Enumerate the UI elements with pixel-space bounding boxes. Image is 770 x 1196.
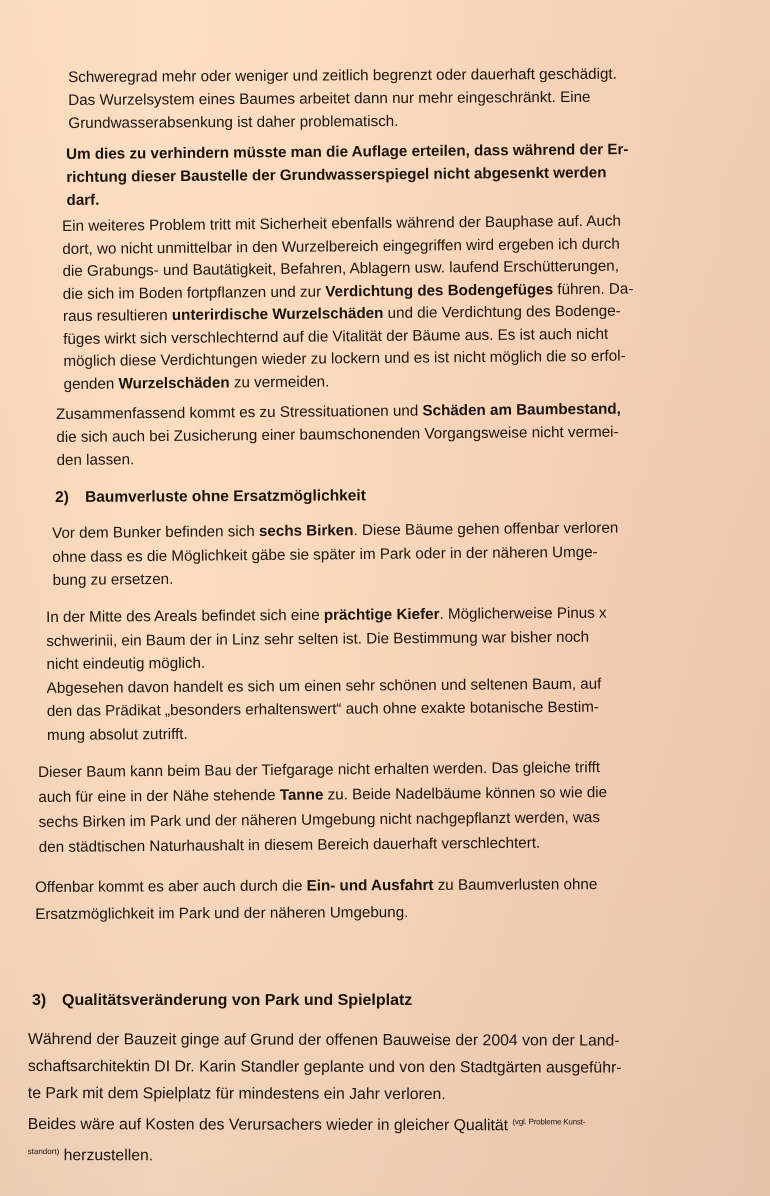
paragraph-six-birches	[52, 517, 619, 593]
text-run: die sich im Boden fortpflanzen und zur	[62, 282, 326, 303]
paragraph-construction-vibrations	[62, 211, 634, 396]
text-line: Das Wurzelsystem eines Baumes arbeitet dann nur mehr eingeschränkt. Eine	[68, 88, 591, 109]
text-line: richtung dieser Baustelle der Grundwasserspiegel nicht abgesenkt werden	[66, 164, 607, 186]
text-line: darf.	[66, 191, 100, 209]
section-title: Qualitätsveränderung von Park und Spielplatz	[62, 992, 413, 1009]
text-line: die Grabungs- und Bautätigkeit, Befahren, Ablagern usw. laufend Erschütterungen,	[62, 257, 619, 280]
text-line: möglich diese Verdichtungen wieder zu lockern und es ist nicht möglich die so erfol-	[63, 347, 626, 370]
text-line: Grundwasserabsenkung ist daher problematisch.	[68, 112, 399, 132]
paragraph-park-loss	[28, 1026, 622, 1171]
text-line: Dieser Baum kann beim Bau der Tiefgarage nicht erhalten werden. Das gleiche trifft	[38, 759, 601, 781]
text-line	[28, 1138, 622, 1171]
text-line: Während der Bauzeit ginge auf Grund der offenen Bauweise der 2004 von der Land-	[27, 1031, 620, 1050]
emphasis-text: Wurzelschäden	[118, 373, 230, 392]
footnote-reference: standort)	[27, 1146, 60, 1157]
text-line: Ersatzmöglichkeit im Park und der näheren Umgebung.	[35, 904, 409, 923]
text-line: Ein weiteres Problem tritt mit Sicherheit ebenfalls während der Bauphase auf. Auch	[62, 212, 622, 235]
section-number: 2)	[55, 488, 69, 506]
text-run: zu vermeiden.	[229, 372, 330, 391]
section-title: Baumverluste ohne Ersatzmöglichkeit	[85, 487, 366, 506]
text-line: den das Prädikat „besonders erhaltenswert“ auch ohne exakte botanische Bestim-	[46, 698, 600, 720]
text-run: herzustellen.	[59, 1147, 154, 1165]
text-line: te Park mit dem Spielplatz für mindestens ein Jahr verloren.	[27, 1084, 446, 1104]
paragraph-summary	[56, 398, 621, 472]
text-run: Offenbar kommt es aber auch durch die	[35, 877, 307, 896]
section-heading-park-quality	[32, 989, 412, 1012]
text-run: und die Verdichtung des Bodenge-	[383, 302, 621, 322]
text-line: nicht eindeutig möglich.	[46, 654, 206, 673]
text-run: Zusammenfassend kommt es zu Stressituationen und	[56, 402, 423, 423]
text-line: schwerinii, ein Baum der in Linz sehr selten ist. Die Bestimmung war bisher noch	[46, 628, 590, 650]
text-run: . Diese Bäume gehen offenbar verloren	[353, 519, 619, 540]
text-run: genden	[63, 374, 119, 393]
text-line: Schweregrad mehr oder weniger und zeitlich begrenzt oder dauerhaft geschädigt.	[68, 65, 617, 86]
text-run: In der Mitte des Areals befindet sich eine	[46, 606, 324, 626]
text-line: ohne dass es die Möglichkeit gäbe sie später im Park oder in der näheren Umge-	[52, 543, 598, 566]
text-run: führen. Da-	[553, 280, 634, 298]
emphasis-text: sechs Birken	[258, 522, 354, 541]
section-heading-tree-losses	[55, 484, 366, 509]
section-number: 3)	[32, 992, 47, 1009]
text-run: Vor dem Bunker befinden sich	[52, 523, 260, 542]
text-line: dort, wo nicht unmittelbar in den Wurzelbereich eingegriffen wird ergeben ich durch	[62, 235, 620, 258]
text-line	[35, 871, 597, 901]
paragraph-fir-tree	[38, 755, 608, 860]
text-line: den lassen.	[56, 451, 135, 469]
text-line	[64, 368, 635, 396]
emphasis-text: Ein- und Ausfahrt	[306, 876, 434, 895]
text-run: auch für eine in der Nähe stehende	[38, 786, 280, 806]
emphasis-text: Verdichtung des Bodengefüges	[325, 280, 554, 300]
emphasis-text: Schäden am Baumbestand,	[422, 400, 621, 420]
paragraph-groundwater-requirement	[66, 138, 629, 212]
paragraph-entrance-exit	[35, 871, 597, 928]
text-line: Um dies zu verhindern müsste man die Auflage erteilen, dass während der Er-	[66, 141, 629, 163]
text-line: schaftsarchitektin DI Dr. Karin Standler geplante und von den Stadtgärten ausgeführ-	[27, 1057, 622, 1077]
text-line: die sich auch bei Zusicherung einer baumschonenden Vorgangsweise nicht vermei-	[56, 423, 619, 446]
text-run: Beides wäre auf Kosten des Verursachers wieder in gleicher Qualität	[27, 1115, 513, 1135]
emphasis-text: prächtige Kiefer	[323, 605, 440, 624]
text-line: den städtischen Naturhaushalt in diesem Bereich dauerhaft verschlechtert.	[38, 834, 541, 856]
text-line: füges wirkt sich verschlechternd auf die Vitalität der Bäume aus. Es ist auch nicht	[63, 325, 609, 348]
text-line: sechs Birken im Park und der näheren Umgebung nicht nachgepflanzt werden, was	[38, 809, 601, 831]
paragraph-pine-tree	[46, 602, 608, 747]
text-line: mung absolut zutrifft.	[46, 725, 188, 744]
emphasis-text: unterirdische Wurzelschäden	[171, 304, 384, 324]
text-line	[28, 1107, 622, 1140]
text-run: . Möglicherweise Pinus x	[439, 604, 607, 623]
text-line: Abgesehen davon handelt es sich um einen sehr schönen und seltenen Baum, auf	[46, 675, 602, 697]
text-run: raus resultieren	[62, 306, 172, 325]
text-run: zu Baumverlusten ohne	[433, 876, 598, 894]
footnote-reference: (vgl. Probleme Kunst-	[512, 1117, 586, 1127]
paragraph-root-damage	[68, 63, 617, 135]
emphasis-text: Tanne	[279, 786, 324, 804]
text-run: zu. Beide Nadelbäume können so wie die	[323, 784, 608, 804]
text-line: bung zu ersetzen.	[52, 570, 174, 589]
